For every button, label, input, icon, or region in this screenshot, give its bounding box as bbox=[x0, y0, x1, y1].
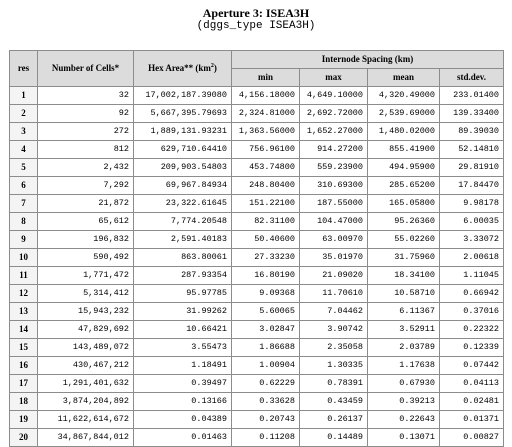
table-row bbox=[10, 393, 504, 411]
std-dev-cell: 52.14810 bbox=[440, 141, 504, 159]
table-row bbox=[10, 105, 504, 123]
cells-cell: 34,867,844,012 bbox=[38, 429, 134, 447]
area-cell: 0.13166 bbox=[134, 393, 232, 411]
max-cell: 2,692.72000 bbox=[300, 105, 368, 123]
min-cell: 248.80400 bbox=[232, 177, 300, 195]
max-cell: 2.35058 bbox=[300, 339, 368, 357]
table-row bbox=[10, 357, 504, 375]
max-cell: 35.01970 bbox=[300, 249, 368, 267]
cells-cell: 2,432 bbox=[38, 159, 134, 177]
table-row bbox=[10, 267, 504, 285]
table-row bbox=[10, 411, 504, 429]
table-row bbox=[10, 87, 504, 105]
mean-cell: 2.03789 bbox=[368, 339, 440, 357]
header-hex-area-exponent: 2 bbox=[210, 63, 214, 69]
mean-cell: 855.41900 bbox=[368, 141, 440, 159]
cells-cell: 15,943,232 bbox=[38, 303, 134, 321]
table-body bbox=[10, 87, 504, 447]
cells-cell: 32 bbox=[38, 87, 134, 105]
min-cell: 1.00904 bbox=[232, 357, 300, 375]
res-cell: 1 bbox=[10, 87, 38, 105]
res-cell: 14 bbox=[10, 321, 38, 339]
cells-cell: 65,612 bbox=[38, 213, 134, 231]
res-cell: 5 bbox=[10, 159, 38, 177]
area-cell: 863.80061 bbox=[134, 249, 232, 267]
std-dev-cell: 2.00618 bbox=[440, 249, 504, 267]
std-dev-cell: 0.04113 bbox=[440, 375, 504, 393]
std-dev-cell: 29.81910 bbox=[440, 159, 504, 177]
max-cell: 63.00970 bbox=[300, 231, 368, 249]
max-cell: 11.70610 bbox=[300, 285, 368, 303]
header-mean: mean bbox=[368, 69, 440, 87]
resolution-table bbox=[9, 50, 504, 447]
std-dev-cell: 0.37016 bbox=[440, 303, 504, 321]
cells-cell: 47,829,692 bbox=[38, 321, 134, 339]
mean-cell: 31.75960 bbox=[368, 249, 440, 267]
page-subtitle: (dggs_type ISEA3H) bbox=[196, 20, 316, 32]
header-hex-area bbox=[134, 51, 232, 87]
header-hex-area-close: ) bbox=[213, 63, 217, 73]
res-cell: 17 bbox=[10, 375, 38, 393]
area-cell: 10.66421 bbox=[134, 321, 232, 339]
area-cell: 0.39497 bbox=[134, 375, 232, 393]
min-cell: 9.09368 bbox=[232, 285, 300, 303]
std-dev-cell: 233.01400 bbox=[440, 87, 504, 105]
mean-cell: 1,480.02000 bbox=[368, 123, 440, 141]
cells-cell: 430,467,212 bbox=[38, 357, 134, 375]
header-min: min bbox=[232, 69, 300, 87]
cells-cell: 11,622,614,672 bbox=[38, 411, 134, 429]
mean-cell: 0.39213 bbox=[368, 393, 440, 411]
res-cell: 12 bbox=[10, 285, 38, 303]
area-cell: 23,322.61645 bbox=[134, 195, 232, 213]
min-cell: 453.74800 bbox=[232, 159, 300, 177]
table-row bbox=[10, 231, 504, 249]
table-row bbox=[10, 141, 504, 159]
min-cell: 0.20743 bbox=[232, 411, 300, 429]
std-dev-cell: 0.22322 bbox=[440, 321, 504, 339]
mean-cell: 2,539.69000 bbox=[368, 105, 440, 123]
min-cell: 0.11208 bbox=[232, 429, 300, 447]
mean-cell: 0.13071 bbox=[368, 429, 440, 447]
area-cell: 69,967.84934 bbox=[134, 177, 232, 195]
max-cell: 7.04462 bbox=[300, 303, 368, 321]
cells-cell: 272 bbox=[38, 123, 134, 141]
min-cell: 82.31100 bbox=[232, 213, 300, 231]
std-dev-cell: 0.66942 bbox=[440, 285, 504, 303]
header-internode-spacing: Internode Spacing (km) bbox=[232, 51, 504, 69]
area-cell: 1,889,131.93231 bbox=[134, 123, 232, 141]
table-row bbox=[10, 177, 504, 195]
table-row bbox=[10, 195, 504, 213]
mean-cell: 3.52911 bbox=[368, 321, 440, 339]
mean-cell: 10.58710 bbox=[368, 285, 440, 303]
area-cell: 1.18491 bbox=[134, 357, 232, 375]
std-dev-cell: 9.98178 bbox=[440, 195, 504, 213]
table-row bbox=[10, 213, 504, 231]
max-cell: 104.47000 bbox=[300, 213, 368, 231]
area-cell: 2,591.40183 bbox=[134, 231, 232, 249]
std-dev-cell: 0.00827 bbox=[440, 429, 504, 447]
cells-cell: 590,492 bbox=[38, 249, 134, 267]
area-cell: 0.01463 bbox=[134, 429, 232, 447]
min-cell: 4,156.18000 bbox=[232, 87, 300, 105]
max-cell: 310.69300 bbox=[300, 177, 368, 195]
cells-cell: 5,314,412 bbox=[38, 285, 134, 303]
table-row bbox=[10, 303, 504, 321]
res-cell: 10 bbox=[10, 249, 38, 267]
min-cell: 756.96100 bbox=[232, 141, 300, 159]
std-dev-cell: 17.84470 bbox=[440, 177, 504, 195]
max-cell: 4,649.10000 bbox=[300, 87, 368, 105]
res-cell: 8 bbox=[10, 213, 38, 231]
mean-cell: 4,320.49000 bbox=[368, 87, 440, 105]
mean-cell: 0.22643 bbox=[368, 411, 440, 429]
header-std-dev: std.dev. bbox=[440, 69, 504, 87]
cells-cell: 1,291,401,632 bbox=[38, 375, 134, 393]
res-cell: 3 bbox=[10, 123, 38, 141]
std-dev-cell: 89.39030 bbox=[440, 123, 504, 141]
mean-cell: 6.11367 bbox=[368, 303, 440, 321]
area-cell: 95.97785 bbox=[134, 285, 232, 303]
mean-cell: 165.05800 bbox=[368, 195, 440, 213]
max-cell: 1.30335 bbox=[300, 357, 368, 375]
res-cell: 13 bbox=[10, 303, 38, 321]
std-dev-cell: 6.00035 bbox=[440, 213, 504, 231]
area-cell: 31.99262 bbox=[134, 303, 232, 321]
min-cell: 50.40600 bbox=[232, 231, 300, 249]
min-cell: 27.33230 bbox=[232, 249, 300, 267]
min-cell: 0.62229 bbox=[232, 375, 300, 393]
cells-cell: 92 bbox=[38, 105, 134, 123]
table-row bbox=[10, 249, 504, 267]
std-dev-cell: 139.33400 bbox=[440, 105, 504, 123]
res-cell: 19 bbox=[10, 411, 38, 429]
min-cell: 0.33628 bbox=[232, 393, 300, 411]
std-dev-cell: 0.02481 bbox=[440, 393, 504, 411]
std-dev-cell: 3.33072 bbox=[440, 231, 504, 249]
min-cell: 16.80190 bbox=[232, 267, 300, 285]
mean-cell: 95.26360 bbox=[368, 213, 440, 231]
mean-cell: 0.67930 bbox=[368, 375, 440, 393]
table-row bbox=[10, 159, 504, 177]
max-cell: 3.90742 bbox=[300, 321, 368, 339]
std-dev-cell: 0.01371 bbox=[440, 411, 504, 429]
table-row bbox=[10, 339, 504, 357]
cells-cell: 21,872 bbox=[38, 195, 134, 213]
res-cell: 4 bbox=[10, 141, 38, 159]
cells-cell: 7,292 bbox=[38, 177, 134, 195]
max-cell: 0.43459 bbox=[300, 393, 368, 411]
max-cell: 914.27200 bbox=[300, 141, 368, 159]
mean-cell: 494.95900 bbox=[368, 159, 440, 177]
cells-cell: 812 bbox=[38, 141, 134, 159]
area-cell: 7,774.20548 bbox=[134, 213, 232, 231]
res-cell: 6 bbox=[10, 177, 38, 195]
res-cell: 9 bbox=[10, 231, 38, 249]
res-cell: 15 bbox=[10, 339, 38, 357]
min-cell: 5.60065 bbox=[232, 303, 300, 321]
header-hex-area-label: Hex Area** (km bbox=[148, 63, 211, 73]
max-cell: 187.55000 bbox=[300, 195, 368, 213]
mean-cell: 285.65200 bbox=[368, 177, 440, 195]
table-row bbox=[10, 285, 504, 303]
min-cell: 3.02847 bbox=[232, 321, 300, 339]
header-number-of-cells: Number of Cells* bbox=[38, 51, 134, 87]
max-cell: 0.26137 bbox=[300, 411, 368, 429]
res-cell: 20 bbox=[10, 429, 38, 447]
max-cell: 0.14489 bbox=[300, 429, 368, 447]
res-cell: 2 bbox=[10, 105, 38, 123]
min-cell: 151.22100 bbox=[232, 195, 300, 213]
area-cell: 5,667,395.79693 bbox=[134, 105, 232, 123]
area-cell: 17,002,187.39080 bbox=[134, 87, 232, 105]
min-cell: 1,363.56000 bbox=[232, 123, 300, 141]
area-cell: 3.55473 bbox=[134, 339, 232, 357]
area-cell: 287.93354 bbox=[134, 267, 232, 285]
mean-cell: 18.34100 bbox=[368, 267, 440, 285]
max-cell: 1,652.27000 bbox=[300, 123, 368, 141]
std-dev-cell: 0.07442 bbox=[440, 357, 504, 375]
max-cell: 559.23900 bbox=[300, 159, 368, 177]
table-row bbox=[10, 375, 504, 393]
area-cell: 629,710.64410 bbox=[134, 141, 232, 159]
cells-cell: 143,489,072 bbox=[38, 339, 134, 357]
table-row bbox=[10, 429, 504, 447]
mean-cell: 55.02260 bbox=[368, 231, 440, 249]
res-cell: 16 bbox=[10, 357, 38, 375]
table-row bbox=[10, 123, 504, 141]
res-cell: 18 bbox=[10, 393, 38, 411]
cells-cell: 196,832 bbox=[38, 231, 134, 249]
table-row bbox=[10, 321, 504, 339]
res-cell: 7 bbox=[10, 195, 38, 213]
min-cell: 1.86688 bbox=[232, 339, 300, 357]
max-cell: 0.78391 bbox=[300, 375, 368, 393]
min-cell: 2,324.81000 bbox=[232, 105, 300, 123]
area-cell: 0.04389 bbox=[134, 411, 232, 429]
cells-cell: 1,771,472 bbox=[38, 267, 134, 285]
std-dev-cell: 1.11045 bbox=[440, 267, 504, 285]
area-cell: 209,903.54803 bbox=[134, 159, 232, 177]
res-cell: 11 bbox=[10, 267, 38, 285]
page-title: Aperture 3: ISEA3H bbox=[202, 6, 310, 20]
cells-cell: 3,874,204,892 bbox=[38, 393, 134, 411]
max-cell: 21.09020 bbox=[300, 267, 368, 285]
header-res: res bbox=[10, 51, 38, 87]
mean-cell: 1.17638 bbox=[368, 357, 440, 375]
std-dev-cell: 0.12339 bbox=[440, 339, 504, 357]
header-max: max bbox=[300, 69, 368, 87]
